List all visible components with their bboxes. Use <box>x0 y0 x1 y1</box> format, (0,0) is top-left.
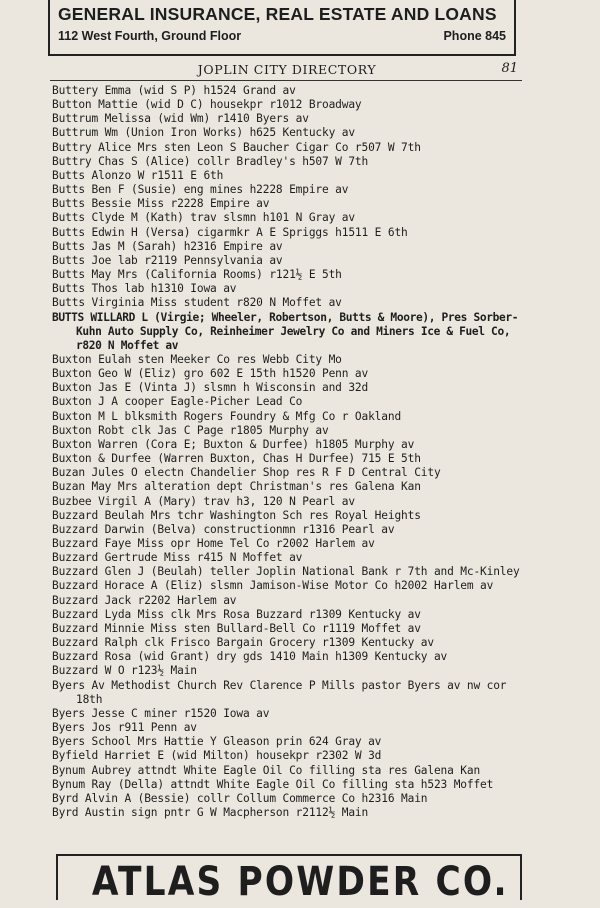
directory-entry: Buzzard Ralph clk Frisco Bargain Grocery r1309 Kentucky av <box>52 636 434 650</box>
page-number: 81 <box>501 61 518 76</box>
bottom-advertisement <box>56 854 522 905</box>
directory-entry: Buxton Eulah sten Meeker Co res Webb City Mo <box>52 352 342 366</box>
directory-entry: Button Mattie (wid D C) housekpr r1012 Broadway <box>52 98 362 112</box>
directory-entry: Buxton M L blksmith Rogers Foundry & Mfg Co r Oakland <box>52 409 402 423</box>
directory-entry: Bynum Aubrey attndt White Eagle Oil Co filling sta res Galena Kan <box>52 763 481 777</box>
directory-entry: Buzzard Minnie Miss sten Bullard-Bell Co r1119 Moffet av <box>52 621 421 635</box>
directory-entry: Byers Jos r911 Penn av <box>52 721 197 735</box>
directory-entry-bold: BUTTS WILLARD L (Virgie; Wheeler, Robertson, Butts & Moore), Pres Sorber-Kuhn Auto Supply Co, Reinheimer Jewelry Co and Miners Ice & Fuel Co, r820 N Moffet av <box>52 310 519 352</box>
directory-entry: Byfield Harriet E (wid Milton) housekpr r2302 W 3d <box>52 749 382 763</box>
directory-entry: Buzzard Faye Miss opr Home Tel Co r2002 Harlem av <box>52 537 375 550</box>
directory-entry: Byrd Austin sign pntr G W Macpherson r2112½ Main <box>52 805 369 819</box>
directory-entry: Byers Av Methodist Church Rev Clarence P Mills pastor Byers av nw cor 18th <box>52 678 507 706</box>
directory-entry: Buttery Emma (wid S P) h1524 Grand av <box>52 84 296 97</box>
directory-entry: Buxton Geo W (Eliz) gro 602 E 15th h1520 Penn av <box>52 367 369 381</box>
directory-entry: Byers School Mrs Hattie Y Gleason prin 624 Gray av <box>52 735 382 749</box>
directory-entry: Butts Clyde M (Kath) trav slsmn h101 N Gray av <box>52 211 355 225</box>
directory-entry: Butts Thos lab h1310 Iowa av <box>52 282 237 296</box>
directory-entry: Buzbee Virgil A (Mary) trav h3, 120 N Pearl av <box>52 494 355 508</box>
directory-entry: Buxton Robt clk Jas C Page r1805 Murphy av <box>52 423 329 437</box>
directory-entry: Byers Jesse C miner r1520 Iowa av <box>52 706 270 720</box>
page-header <box>52 62 522 80</box>
ad-phone: Phone 845 <box>443 29 506 43</box>
ad-address: 112 West Fourth, Ground Floor <box>58 29 242 43</box>
directory-entry: Buzzard Lyda Miss clk Mrs Rosa Buzzard r1309 Kentucky av <box>52 607 421 621</box>
ad-title: GENERAL INSURANCE, REAL ESTATE AND LOANS <box>58 4 497 24</box>
directory-entry: Buttrum Wm (Union Iron Works) h625 Kentucky av <box>52 126 355 140</box>
directory-entry: Buttry Alice Mrs sten Leon S Baucher Cigar Co r507 W 7th <box>52 140 421 154</box>
directory-entry: Butts Edwin H (Versa) cigarmkr A E Spriggs h1511 E 6th <box>52 225 408 239</box>
directory-entry: Buxton Jas E (Vinta J) slsmn h Wisconsin and 32d <box>52 381 369 395</box>
directory-entry: Buzzard Gertrude Miss r415 N Moffet av <box>52 551 303 565</box>
header-divider <box>50 80 522 81</box>
top-advertisement <box>48 0 516 56</box>
bottom-ad-text: ATLAS POWDER CO. <box>91 859 509 905</box>
directory-entry: Buzzard W O r123½ Main <box>52 664 197 678</box>
directory-title: JOPLIN CITY DIRECTORY <box>197 62 377 77</box>
directory-entry: Buzzard Jack r2202 Harlem av <box>52 593 237 607</box>
directory-entry: Buttry Chas S (Alice) collr Bradley's h507 W 7th <box>52 154 369 168</box>
directory-entry: Buzzard Darwin (Belva) constructionmn r1316 Pearl av <box>52 522 395 536</box>
directory-entry: Butts May Mrs (California Rooms) r121½ E 5th <box>52 268 342 282</box>
directory-entry: Buzan May Mrs alteration dept Christman's res Galena Kan <box>52 480 421 494</box>
directory-entry: Butts Jas M (Sarah) h2316 Empire av <box>52 239 283 253</box>
directory-entry: Buzzard Rosa (wid Grant) dry gds 1410 Main h1309 Kentucky av <box>52 650 448 664</box>
directory-entry: Byrd Alvin A (Bessie) collr Collum Commerce Co h2316 Main <box>52 791 428 805</box>
directory-entry: Buxton Warren (Cora E; Buxton & Durfee) h1805 Murphy av <box>52 437 415 451</box>
directory-entry: Buzzard Horace A (Eliz) slsmn Jamison-Wise Motor Co h2002 Harlem av <box>52 579 494 593</box>
directory-entry: Buxton J A cooper Eagle-Picher Lead Co <box>52 395 303 409</box>
directory-entry: Bynum Ray (Della) attndt White Eagle Oil Co filling sta h523 Moffet <box>52 777 494 791</box>
directory-entry: Butts Ben F (Susie) eng mines h2228 Empire av <box>52 183 349 197</box>
directory-listing <box>52 84 526 820</box>
directory-entry: Butts Joe lab r2119 Pennsylvania av <box>52 253 283 267</box>
ad-details <box>58 29 506 43</box>
directory-entry: Buzzard Glen J (Beulah) teller Joplin National Bank r 7th and Mc-Kinley <box>52 565 520 579</box>
directory-entry: Butts Alonzo W r1511 E 6th <box>52 168 224 182</box>
directory-entry: Buttrum Melissa (wid Wm) r1410 Byers av <box>52 112 309 126</box>
directory-entry: Buzan Jules O electn Chandelier Shop res R F D Central City <box>52 466 441 480</box>
directory-entry: Buzzard Beulah Mrs tchr Washington Sch res Royal Heights <box>52 508 421 522</box>
directory-entry: Butts Bessie Miss r2228 Empire av <box>52 197 270 211</box>
directory-entry: Butts Virginia Miss student r820 N Moffet av <box>52 296 342 310</box>
directory-entry: Buxton & Durfee (Warren Buxton, Chas H Durfee) 715 E 5th <box>52 452 421 466</box>
